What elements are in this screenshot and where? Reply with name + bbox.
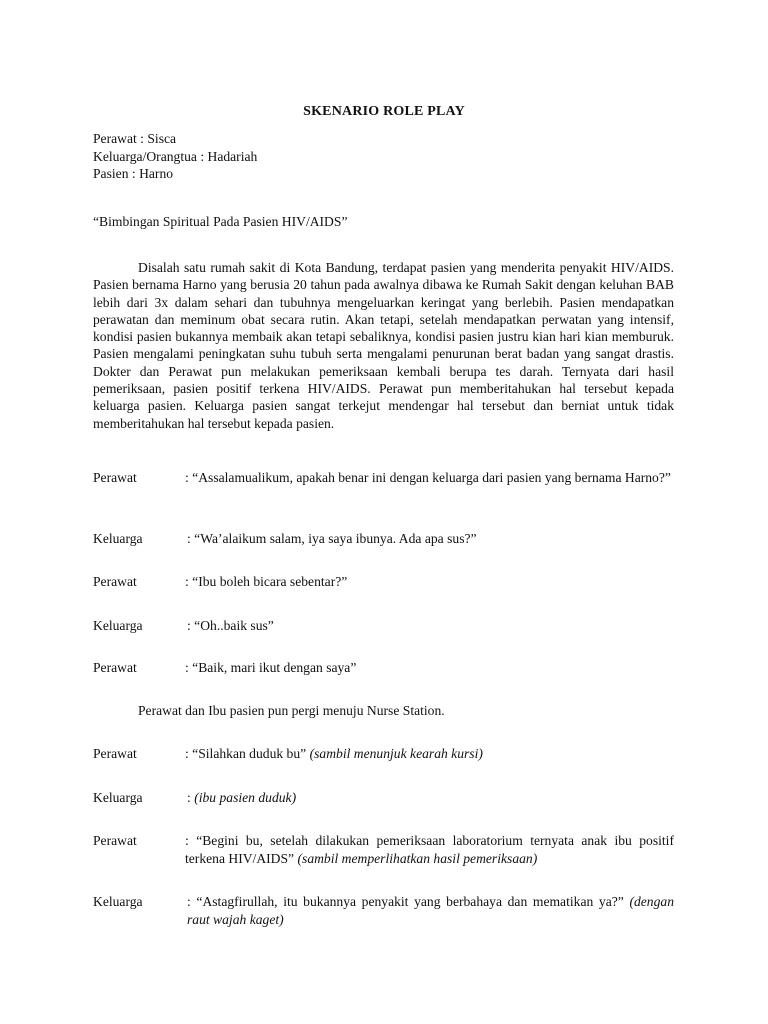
dialogue-line	[93, 617, 674, 635]
scenario-theme: “Bimbingan Spiritual Pada Pasien HIV/AIDS”	[93, 214, 348, 229]
dialogue-line	[93, 530, 674, 548]
stage-direction: (sambil menunjuk kearah kursi)	[309, 746, 483, 761]
dialogue-text: : “Begini bu, setelah dilakukan pemeriksaan laboratorium ternyata anak ibu positif terkena HIV/AIDS”	[185, 833, 674, 866]
cast-list	[93, 130, 257, 183]
dialogue-text: : “Wa’alaikum salam, iya saya ibunya. Ada apa sus?”	[187, 531, 477, 546]
speaker-label: Perawat	[93, 746, 137, 761]
dialogue-line	[93, 789, 674, 807]
narrative-text: Disalah satu rumah sakit di Kota Bandung, terdapat pasien yang menderita penyakit HIV/AIDS. Pasien bernama Harno yang berusia 20 tahun pada awalnya dibawa ke Rumah Sakit dengan keluhan BAB lebih dari 3x dalam sehari dan tubuhnya mengeluarkan keringat yang berlebih. Pasien mendapatkan perawatan dan meminum obat secara rutin. Akan tetapi, setelah mendapatkan perwatan yang intensif, kondisi pasien bukannya membaik akan tetapi sebaliknya, kondisi pasien justru kian hari kian memburuk. Pasien mengalami peningkatan suhu tubuh serta mengalami penurunan berat badan yang sangat drastis. Dokter dan Perawat pun melakukan pemeriksaan kembali berupa tes darah. Ternyata dari hasil pemeriksaan, pasien positif terkena HIV/AIDS. Perawat pun memberitahukan hal tersebut kepada keluarga pasien. Keluarga pasien sangat terkejut mendengar hal tersebut dan berniat untuk tidak memberitahukan hal tersebut kepada pasien.	[93, 260, 674, 431]
stage-transition: Perawat dan Ibu pasien pun pergi menuju Nurse Station.	[138, 703, 445, 718]
narrative-paragraph	[93, 259, 674, 432]
dialogue-text: : “Silahkan duduk bu”	[185, 746, 307, 761]
speaker-label: Keluarga	[93, 894, 143, 909]
speaker-label: Perawat	[93, 833, 137, 848]
speaker-label: Keluarga	[93, 531, 143, 546]
cast-family: Keluarga/Orangtua : Hadariah	[93, 148, 258, 164]
dialogue-text: : “Baik, mari ikut dengan saya”	[185, 660, 357, 675]
dialogue-line	[93, 659, 674, 677]
dialogue-line	[93, 573, 674, 591]
cast-nurse: Perawat : Sisca	[93, 131, 177, 146]
dialogue-text: :	[187, 790, 191, 805]
speaker-label: Perawat	[93, 574, 137, 589]
cast-patient: Pasien : Harno	[93, 166, 174, 181]
dialogue-text: : “Ibu boleh bicara sebentar?”	[185, 574, 348, 589]
dialogue-line	[93, 893, 674, 928]
speaker-label: Keluarga	[93, 790, 143, 805]
speaker-label: Perawat	[93, 660, 137, 675]
dialogue-text: : “Assalamualikum, apakah benar ini dengan keluarga dari pasien yang bernama Harno?”	[185, 470, 671, 485]
dialogue-line	[93, 832, 674, 867]
speaker-label: Keluarga	[93, 618, 143, 633]
dialogue-line	[93, 469, 674, 487]
stage-direction: (ibu pasien duduk)	[194, 790, 297, 805]
dialogue-line	[93, 745, 674, 763]
document-title: SKENARIO ROLE PLAY	[303, 104, 465, 119]
dialogue-text: : “Astagfirullah, itu bukannya penyakit yang berbahaya dan mematikan ya?”	[187, 894, 624, 909]
stage-direction: (sambil memperlihatkan hasil pemeriksaan)	[297, 850, 538, 866]
stage-direction: (dengan raut wajah kaget)	[187, 894, 674, 927]
speaker-label: Perawat	[93, 470, 137, 485]
dialogue-text: : “Oh..baik sus”	[187, 618, 274, 633]
